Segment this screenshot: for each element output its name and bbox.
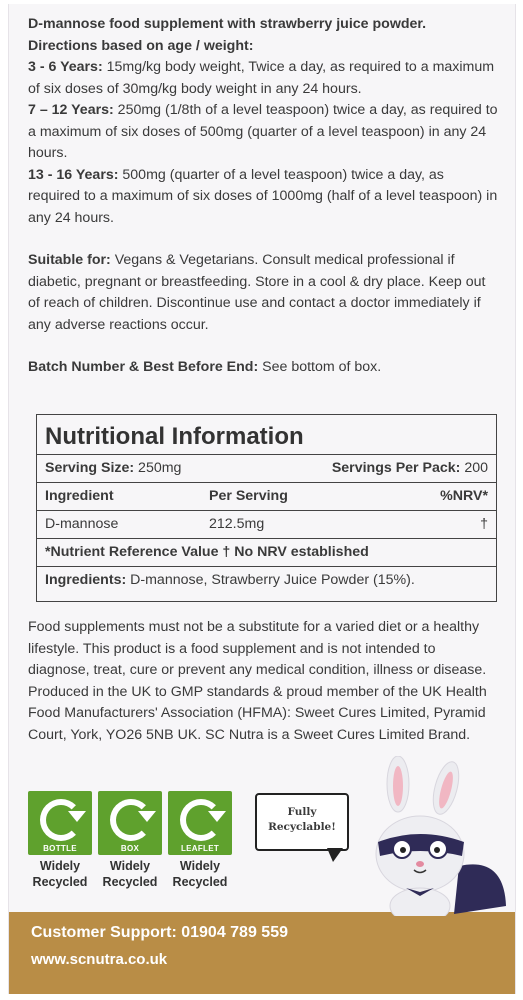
direction-text: 250mg (1/8th of a level teaspoon) twice a day, as required to a maximum of six doses of 500mg (quarter of a level teaspoon) in any 24 hours. [28, 102, 498, 161]
ingredient-name: D-mannose [45, 516, 119, 532]
age-label: 7 – 12 Years: [28, 102, 114, 118]
ingredient-value: 212.5mg [209, 516, 265, 532]
bubble-line-1: Fully [287, 806, 317, 818]
batch-text: See bottom of box. [258, 359, 382, 375]
direction-3-6 [28, 57, 498, 100]
col-ingredient: Ingredient [45, 488, 114, 504]
serving-size-value: 250mg [134, 460, 182, 476]
direction-text: 15mg/kg body weight, Twice a day, as required to a maximum of six doses of 30mg/kg body weight in any 24 hours. [28, 59, 495, 97]
recycle-label: LEAFLET [180, 844, 220, 853]
footnote-row: *Nutrient Reference Value † No NRV established [37, 538, 496, 566]
nutrition-table [36, 414, 497, 602]
disclaimer-text: Food supplements must not be a substitute for a varied diet or a healthy lifestyle. This product is a food supplement and is not intended to diagnose, treat, cure or prevent any medical condition, illness or disease. Produced in the UK to GMP standards & proud member of the UK Health Food Manufacturers' Association (HFMA): Sweet Cures Limited, Pyramid Court, York, YO26 5NB UK. SC Nutra is a Sweet Cures Limited Brand. [28, 619, 487, 743]
ingredients-label: Ingredients: [45, 572, 127, 588]
recycle-icon [28, 791, 92, 855]
header-row [37, 482, 496, 510]
col-per-serving: Per Serving [209, 488, 288, 504]
batch-info [28, 357, 498, 379]
ingredient-nrv: † [480, 516, 488, 532]
intro-line-1: D-mannose food supplement with strawberry juice powder. [28, 16, 427, 32]
table-row [37, 510, 496, 538]
direction-7-12 [28, 100, 498, 165]
age-label: 13 - 16 Years: [28, 166, 119, 183]
recycle-box [98, 791, 162, 890]
directions-section [28, 14, 498, 379]
ingredients-text: D-mannose, Strawberry Juice Powder (15%). [126, 572, 415, 588]
bunny-mascot-icon [354, 756, 514, 916]
suitable-for [28, 250, 498, 336]
recycle-leaflet [168, 791, 232, 890]
recycle-caption: Widely Recycled [32, 859, 88, 889]
website-link[interactable]: www.scnutra.co.uk [31, 951, 168, 968]
servings-per-pack [332, 455, 488, 482]
suitable-text: Vegans & Vegetarians. Consult medical professional if diabetic, pregnant or breastfeeding. Store in a cool & dry place. Keep out of reach of children. Discontinue use and contact a doctor immediately if any adverse reactions occur. [28, 252, 486, 333]
batch-label: Batch Number & Best Before End: [28, 359, 259, 375]
bubble-line-2: Recyclable! [268, 821, 336, 833]
recycle-bottle [28, 791, 92, 890]
recycle-label: BOX [120, 844, 140, 853]
serving-row [37, 454, 496, 482]
recycle-label: BOTTLE [43, 844, 77, 853]
customer-support: Customer Support: 01904 789 559 [31, 924, 288, 941]
col-nrv: %NRV* [440, 488, 488, 504]
recycle-caption: Widely Recycled [102, 859, 158, 889]
recycle-caption: Widely Recycled [172, 859, 228, 889]
speech-bubble [255, 793, 349, 851]
speech-bubble-tail [327, 848, 343, 862]
nutrition-title: Nutritional Information [45, 423, 304, 450]
direction-13-16 [28, 165, 498, 230]
recycle-icon [98, 791, 162, 855]
servings-label: Servings Per Pack: [331, 460, 461, 476]
serving-size-label: Serving Size: [45, 460, 135, 476]
ingredients-row [37, 566, 496, 594]
label-panel [8, 4, 516, 994]
direction-text: 500mg (quarter of a level teaspoon) twice a day, as required to a maximum of six doses of 1000mg (half of a level teaspoon) in any 24 hours. [28, 166, 498, 226]
servings-value: 200 [460, 460, 488, 476]
recycle-icon [168, 791, 232, 855]
intro-line-2: Directions based on age / weight: [28, 37, 254, 54]
suitable-label: Suitable for: [28, 252, 111, 268]
age-label: 3 - 6 Years: [28, 59, 103, 75]
